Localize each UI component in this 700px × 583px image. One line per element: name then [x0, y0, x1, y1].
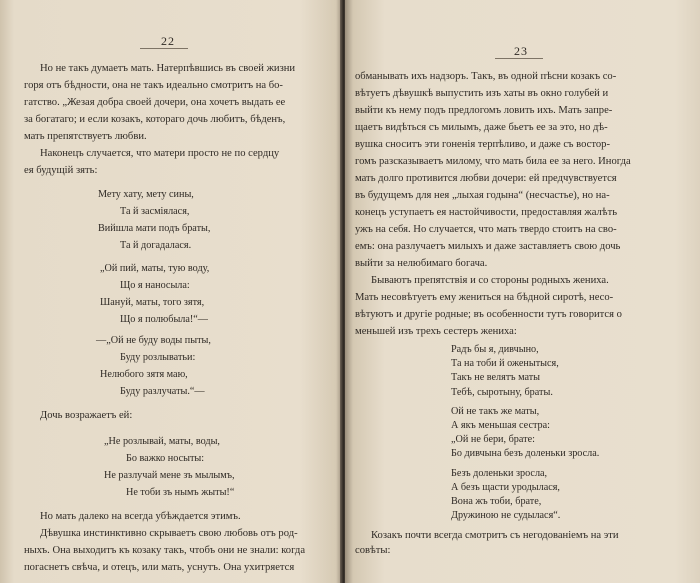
text-line: погаснетъ свѣча, и отецъ, или мать, уснутъ. Она ухитряется	[24, 562, 295, 573]
text-line: выйти за нелюбимаго богача.	[355, 258, 488, 269]
text-line: меньшей изъ трехъ сестеръ жениха:	[355, 326, 517, 337]
verse-line: Буду разлучаты.“—	[120, 386, 205, 397]
verse-line: „Ой не бери, брате:	[451, 434, 535, 446]
text-line: Наконецъ случается, что матери просто не по сердцу	[40, 148, 280, 159]
text-line: совѣты:	[355, 545, 391, 557]
text-line: ныхъ. Она выходитъ къ козаку такъ, чтобъ они не знали: когда	[24, 545, 306, 556]
verse-line: Вона жъ тоби, брате,	[451, 496, 542, 507]
text-line: Но не такъ думаетъ мать. Натерпѣвшись въ своей жизни	[40, 63, 296, 74]
text-line: горя отъ бѣдности, она не такъ идеально смотритъ на бо-	[24, 80, 283, 91]
verse-line: „Не розлывай, маты, воды,	[104, 436, 220, 447]
verse-line: Буду розлыватьи:	[120, 352, 196, 363]
verse-line: Що я полюбыла!“—	[120, 314, 208, 325]
text-line: конецъ уступаетъ ея настойчивости, предоставляя жалѣть	[355, 207, 618, 218]
text-line: мать препятствуетъ любви.	[24, 131, 147, 142]
text-line: Бываютъ препятствія и со стороны родныхъ жениха.	[371, 275, 609, 286]
text-line: мать долго противится любви дочери: ей предчувствуется	[355, 173, 617, 184]
verse-line: Шануй, маты, того зятя,	[100, 297, 205, 308]
text-line: гатство. „Жезая добра своей дочери, она хочетъ выдать ее	[24, 97, 286, 108]
left-page	[0, 0, 342, 583]
verse-line: Та й догадалася.	[120, 240, 192, 251]
verse-line: Мету хату, мету сины,	[98, 189, 194, 200]
verse-line: Що я наносыла:	[120, 280, 190, 291]
verse-line: Такъ не велятъ маты	[451, 372, 541, 384]
page-number-rule	[495, 58, 543, 59]
text-line: въ будущемъ для нея „лыхая годына“ (несчастье), но на-	[355, 190, 610, 201]
text-line: ея будущій зять:	[24, 165, 98, 176]
verse-line: Та й засмiялася,	[120, 206, 190, 217]
text-line: Мать несовѣтуетъ ему жениться на бѣдной сиротѣ, несо-	[355, 292, 614, 303]
verse-line: —„Ой не буду воды пыты,	[96, 335, 211, 346]
verse-line: Безъ доленьки зросла,	[451, 467, 548, 479]
text-line: за богатаго; и если козакъ, котораго дочь любитъ, бѣденъ,	[24, 114, 286, 125]
verse-line: А безъ щасти уродылася,	[451, 481, 560, 493]
verse-line: „Ой пий, маты, тую воду,	[100, 263, 210, 274]
text-line: Козакъ почти всегда смотритъ съ негодованіемъ на эти	[371, 530, 619, 542]
page-number-rule	[140, 48, 188, 49]
text-line: Дѣвушка инстинктивно скрываетъ свою любовь отъ род-	[40, 528, 298, 539]
text-line: ужъ на себя. Но случается, что мать твердо стоитъ на сво-	[355, 224, 617, 235]
verse-line: Не тоби зъ нымъ жыты!“	[126, 487, 235, 498]
verse-line: Ой не такъ же маты,	[451, 405, 540, 417]
verse-line: Радъ бы я, дивчыно,	[451, 344, 539, 355]
text-line: вѣтуютъ и другіе родные; въ особенности тутъ говорится о	[355, 309, 622, 320]
verse-line: Та на тоби й оженытыся,	[451, 358, 559, 370]
verse-line: Бо дивчына безъ доленьки зросла.	[451, 448, 600, 460]
page-number: 22	[161, 34, 175, 48]
text-line: вѣтуетъ дѣвушкѣ выпустить изъ хаты въ окно голубей и	[355, 88, 609, 99]
text-line: гомъ разсказываетъ милому, что мать била ее за него. Иногда	[355, 156, 631, 167]
verse-line: Бо важко носыты:	[126, 453, 205, 464]
page-number: 23	[514, 44, 528, 58]
right-page	[345, 0, 700, 583]
verse-line: Не разлучай мене зъ мылымъ,	[104, 470, 235, 481]
verse-line: Вийшла мати подъ браты,	[98, 223, 211, 234]
verse-line: А якъ меньшая сестра:	[451, 420, 550, 431]
text-line: Дочь возражаетъ ей:	[40, 410, 133, 421]
text-line: щаетъ видѣться съ милымъ, даже бьетъ ее за это, но дѣ-	[355, 122, 608, 133]
verse-line: Нелюбого зятя маю,	[100, 369, 188, 380]
verse-line: Дружиною не судылася“.	[451, 510, 561, 522]
verse-line: Тебѣ, сыротыну, браты.	[451, 386, 553, 398]
text-line: выйти къ нему подъ предлогомъ ловить ихъ. Мать запре-	[355, 105, 613, 116]
text-line: Но мать далеко на всегда убѣждается этимъ.	[40, 511, 241, 522]
text-line: емъ: она разлучаетъ милыхъ и даже заставляетъ свою дочь	[355, 241, 621, 252]
text-line: обманывать ихъ надзоръ. Такъ, въ одной пѣсни козакъ со-	[355, 71, 617, 82]
text-line: вушка сноситъ эти гоненія терпѣливо, и даже съ востор-	[355, 139, 610, 150]
